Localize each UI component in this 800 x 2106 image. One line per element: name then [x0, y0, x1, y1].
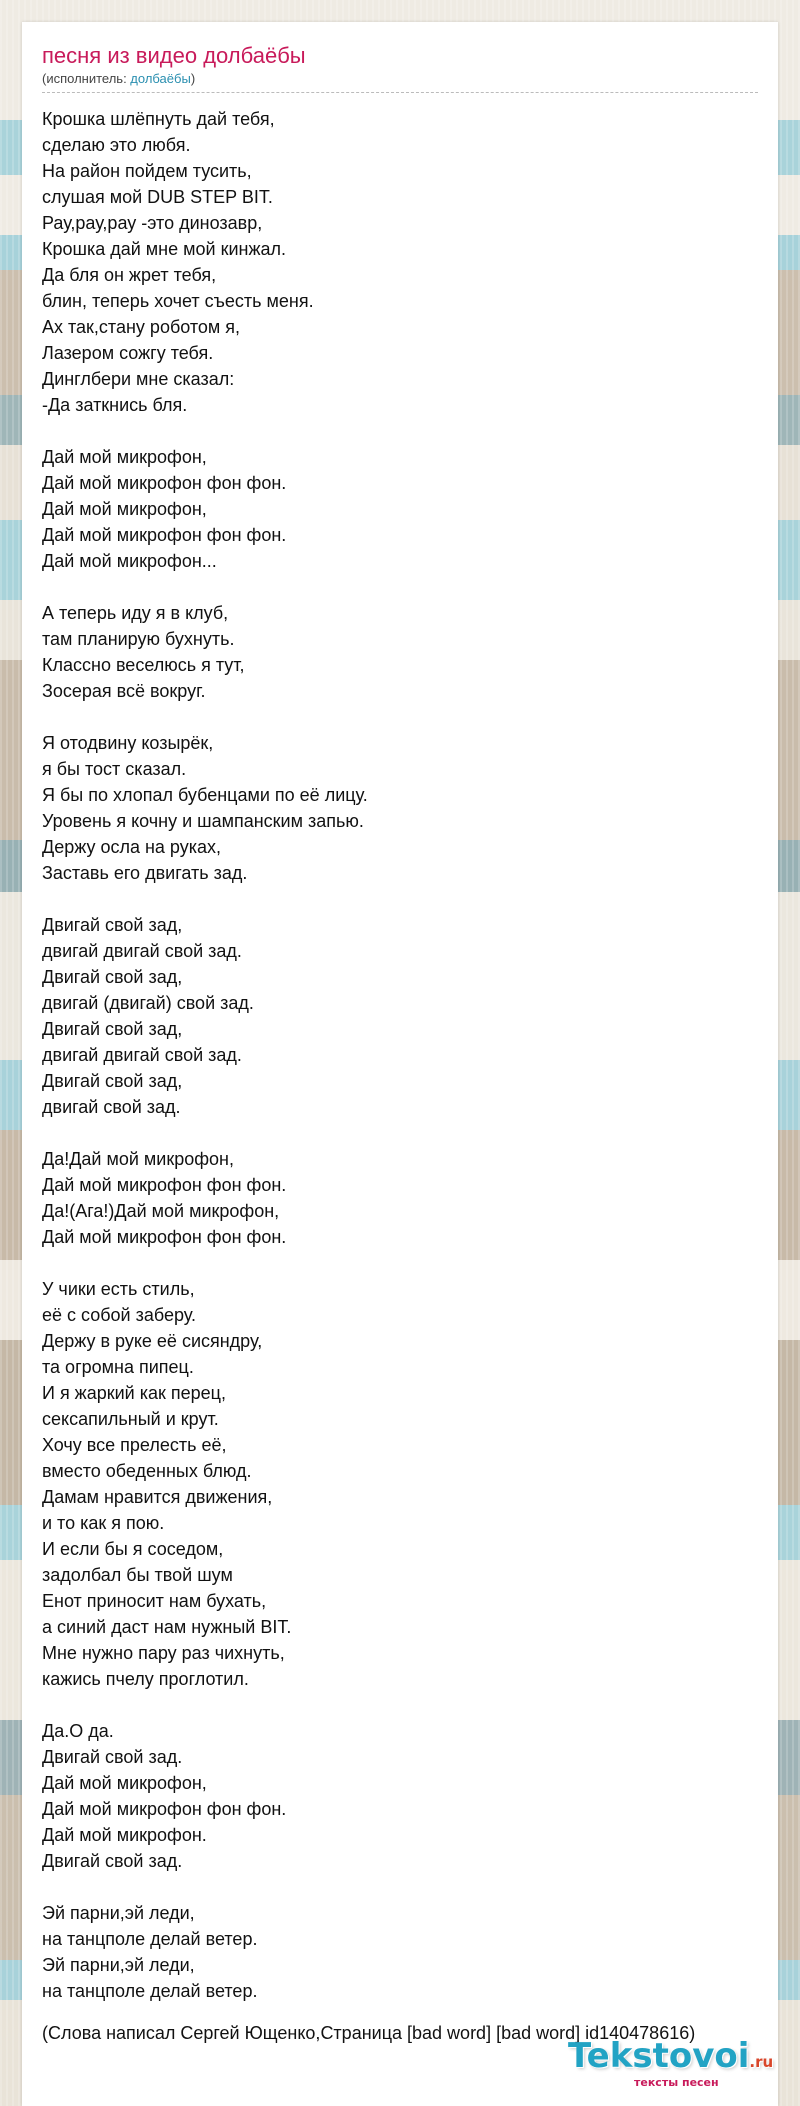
lyric-line: я бы тост сказал.	[42, 759, 187, 779]
stanza	[42, 106, 762, 418]
stanza	[42, 730, 762, 886]
lyric-line: двигай свой зад.	[42, 1097, 181, 1117]
lyric-line: там планирую бухнуть.	[42, 629, 235, 649]
stanza	[42, 1276, 762, 1692]
stanza	[42, 1900, 762, 2004]
lyric-line: А теперь иду я в клуб,	[42, 603, 229, 623]
lyric-line: Динглбери мне сказал:	[42, 369, 235, 389]
lyric-line: Дай мой микрофон фон фон.	[42, 1227, 287, 1247]
lyric-line: задолбал бы твой шум	[42, 1565, 233, 1585]
lyric-line: Да бля он жрет тебя,	[42, 265, 217, 285]
lyrics-card	[22, 22, 778, 2106]
lyric-line: Зосерая всё вокруг.	[42, 681, 206, 701]
lyric-line: Мне нужно пару раз чихнуть,	[42, 1643, 285, 1663]
lyric-line: Эй парни,эй леди,	[42, 1955, 195, 1975]
lyric-line: кажись пчелу проглотил.	[42, 1669, 249, 1689]
lyric-line: Дамам нравится движения,	[42, 1487, 273, 1507]
lyric-line: Двигай свой зад,	[42, 967, 183, 987]
logo-name	[568, 2036, 773, 2076]
stanza	[42, 1718, 762, 1874]
lyric-line: Двигай свой зад,	[42, 1071, 183, 1091]
lyric-line: а синий даст нам нужный BIT.	[42, 1617, 292, 1637]
lyric-line: Да!(Ага!)Дай мой микрофон,	[42, 1201, 280, 1221]
stanza	[42, 1146, 762, 1250]
lyric-line: та огромна пипец.	[42, 1357, 194, 1377]
lyric-line: Дай мой микрофон фон фон.	[42, 1799, 287, 1819]
lyric-line: Двигай свой зад,	[42, 1019, 183, 1039]
lyric-line: вместо обеденных блюд.	[42, 1461, 252, 1481]
lyric-line: двигай двигай свой зад.	[42, 1045, 242, 1065]
stanza	[42, 444, 762, 574]
lyric-line: Дай мой микрофон...	[42, 551, 217, 571]
lyric-line: её с собой заберу.	[42, 1305, 197, 1325]
lyric-line: Дай мой микрофон фон фон.	[42, 525, 287, 545]
credits-line: (Слова написал Сергей Ющенко,Страница [bad word] [bad word] id140478616)	[42, 2023, 696, 2043]
lyric-line: на танцполе делай ветер.	[42, 1981, 258, 2001]
logo-tld: .ru	[749, 2053, 774, 2071]
song-header	[42, 42, 758, 93]
lyric-line: Двигай свой зад.	[42, 1851, 183, 1871]
lyric-line: Енот приносит нам бухать,	[42, 1591, 267, 1611]
lyric-line: Я бы по хлопал бубенцами по её лицу.	[42, 785, 368, 805]
lyrics-body	[42, 106, 762, 2030]
lyric-line: Эй парни,эй леди,	[42, 1903, 195, 1923]
lyric-line: и то как я пою.	[42, 1513, 165, 1533]
artist-suffix: )	[190, 71, 196, 86]
lyric-line: И если бы я соседом,	[42, 1539, 224, 1559]
lyric-line: -Да заткнись бля.	[42, 395, 188, 415]
lyric-line: Заставь его двигать зад.	[42, 863, 248, 883]
lyric-line: слушая мой DUB STEP BIT.	[42, 187, 273, 207]
page-title: песня из видео долбаёбы	[42, 43, 306, 68]
artist-link[interactable]: долбаёбы	[130, 71, 191, 86]
lyric-line: Дай мой микрофон.	[42, 1825, 207, 1845]
lyric-line: двигай двигай свой зад.	[42, 941, 242, 961]
lyric-line: Да.О да.	[42, 1721, 114, 1741]
stanza	[42, 600, 762, 704]
lyric-line: И я жаркий как перец,	[42, 1383, 226, 1403]
lyric-line: Хочу все прелесть её,	[42, 1435, 227, 1455]
stanza	[42, 912, 762, 1120]
artist-line	[42, 70, 758, 93]
lyric-line: Держу осла на руках,	[42, 837, 222, 857]
lyric-line: Дай мой микрофон фон фон.	[42, 1175, 287, 1195]
lyric-line: Дай мой микрофон,	[42, 499, 207, 519]
lyric-line: сделаю это любя.	[42, 135, 191, 155]
site-logo[interactable]	[568, 2036, 774, 2096]
lyric-line: Рау,рау,рау -это динозавр,	[42, 213, 263, 233]
lyric-line: У чики есть стиль,	[42, 1279, 195, 1299]
lyric-line: Да!Дай мой микрофон,	[42, 1149, 234, 1169]
lyric-line: Крошка шлёпнуть дай тебя,	[42, 109, 275, 129]
lyric-line: Дай мой микрофон,	[42, 1773, 207, 1793]
lyric-line: двигай (двигай) свой зад.	[42, 993, 254, 1013]
lyric-line: Я отодвину козырёк,	[42, 733, 214, 753]
lyric-line: Двигай свой зад,	[42, 915, 183, 935]
logo-tagline: тексты песен	[634, 2076, 719, 2089]
lyric-line: Ах так,стану роботом я,	[42, 317, 241, 337]
lyric-line: блин, теперь хочет съесть меня.	[42, 291, 314, 311]
lyric-line: Уровень я кочну и шампанским запью.	[42, 811, 364, 831]
lyric-line: Классно веселюсь я тут,	[42, 655, 245, 675]
artist-prefix: (исполнитель:	[42, 71, 131, 86]
lyric-line: сексапильный и крут.	[42, 1409, 219, 1429]
lyric-line: Держу в руке её сисяндру,	[42, 1331, 263, 1351]
lyric-line: На район пойдем тусить,	[42, 161, 252, 181]
lyric-line: Крошка дай мне мой кинжал.	[42, 239, 286, 259]
lyric-line: Дай мой микрофон,	[42, 447, 207, 467]
lyric-line: на танцполе делай ветер.	[42, 1929, 258, 1949]
lyric-line: Дай мой микрофон фон фон.	[42, 473, 287, 493]
logo-text: Tekstovoi	[568, 2036, 750, 2076]
lyric-line: Лазером сожгу тебя.	[42, 343, 214, 363]
lyric-line: Двигай свой зад.	[42, 1747, 183, 1767]
